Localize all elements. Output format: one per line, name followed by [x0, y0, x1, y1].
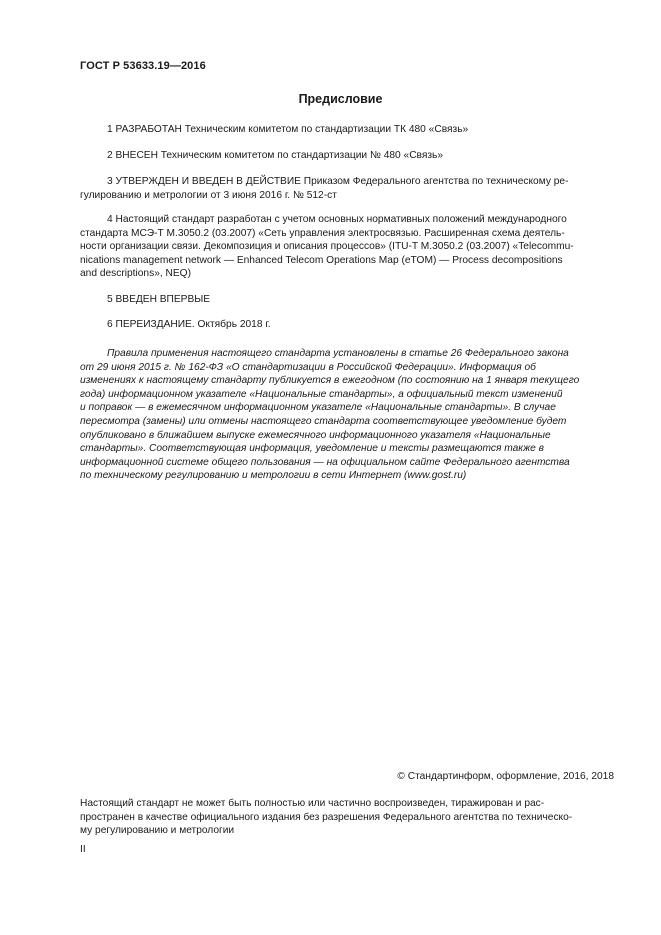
- reproduction-notice-line: Настоящий стандарт не может быть полностью или частично воспроизведен, тиражирован и рас-: [80, 798, 545, 809]
- reproduction-notice-line: пространен в качестве официального издания без разрешения Федерального агентства по техническо-: [80, 811, 573, 823]
- item-2-line: 2 ВНЕСЕН Техническим комитетом по стандартизации № 480 «Связь»: [107, 150, 444, 161]
- item-4: [80, 213, 614, 281]
- rules-note: [80, 347, 614, 483]
- item-4-line: and descriptions», NEQ): [80, 268, 191, 280]
- reproduction-notice: [80, 797, 614, 838]
- rules-note-line: пересмотра (замены) или отмены настоящего стандарта соответствующее уведомление будет: [80, 415, 567, 427]
- rules-note-line: и поправок — в ежемесячном информационном указателе «Национальные стандарты». В случае: [80, 402, 556, 414]
- page-number: II: [80, 844, 86, 855]
- page-title: Предисловие: [298, 92, 383, 106]
- item-3: [80, 175, 614, 202]
- item-4-line: стандарта МСЭ-Т М.3050.2 (03.2007) «Сеть управления электросвязью. Расширенная схема деятель-: [80, 227, 565, 239]
- reproduction-notice-line: му регулированию и метрологии: [80, 825, 235, 837]
- rules-note-line: изменениях к настоящему стандарту публикуется в ежегодном (по состоянию на 1 января текущего: [80, 375, 580, 387]
- copyright-notice: © Стандартинформ, оформление, 2016, 2018: [397, 771, 614, 782]
- item-2: [80, 149, 614, 163]
- document-code: ГОСТ Р 53633.19—2016: [80, 60, 206, 72]
- rules-note-line: Правила применения настоящего стандарта установлены в статье 26 Федерального закона: [107, 348, 569, 359]
- item-6: [80, 318, 614, 332]
- item-1: [80, 123, 614, 137]
- item-5-line: 5 ВВЕДЕН ВПЕРВЫЕ: [107, 294, 211, 305]
- item-6-line: 6 ПЕРЕИЗДАНИЕ. Октябрь 2018 г.: [107, 319, 271, 330]
- rules-note-line: года) информационном указателе «Национальные стандарты», а официальный текст изменений: [80, 388, 563, 400]
- item-4-line: nications management network — Enhanced Telecom Operations Map (eTOM) — Process decompositions: [80, 254, 563, 266]
- rules-note-line: опубликовано в ближайшем выпуске ежемесячного информационного указателя «Национальные: [80, 429, 551, 441]
- item-5: [80, 293, 614, 307]
- rules-note-line: стандарты». Соответствующая информация, уведомление и тексты размещаются также в: [80, 443, 544, 455]
- item-4-line: ности организации связи. Декомпозиция и описания процессов» (ITU-T M.3050.2 (03.2007) «Telecommu-: [80, 241, 574, 253]
- rules-note-line: по техническому регулированию и метрологии в сети Интернет (www.gost.ru): [80, 470, 467, 482]
- item-1-line: 1 РАЗРАБОТАН Техническим комитетом по стандартизации ТК 480 «Связь»: [107, 124, 469, 135]
- rules-note-line: информационной системе общего пользования — на официальном сайте Федерального агентства: [80, 456, 570, 468]
- item-4-line: 4 Настоящий стандарт разработан с учетом основных нормативных положений международного: [107, 214, 567, 225]
- rules-note-line: от 29 июня 2015 г. № 162-ФЗ «О стандартизации в Российской Федерации». Информация об: [80, 361, 536, 373]
- item-3-line: гулированию и метрологии от 3 июня 2016 г. № 512-ст: [80, 189, 337, 201]
- item-3-line: 3 УТВЕРЖДЕН И ВВЕДЕН В ДЕЙСТВИЕ Приказом Федерального агентства по техническому ре-: [107, 176, 569, 187]
